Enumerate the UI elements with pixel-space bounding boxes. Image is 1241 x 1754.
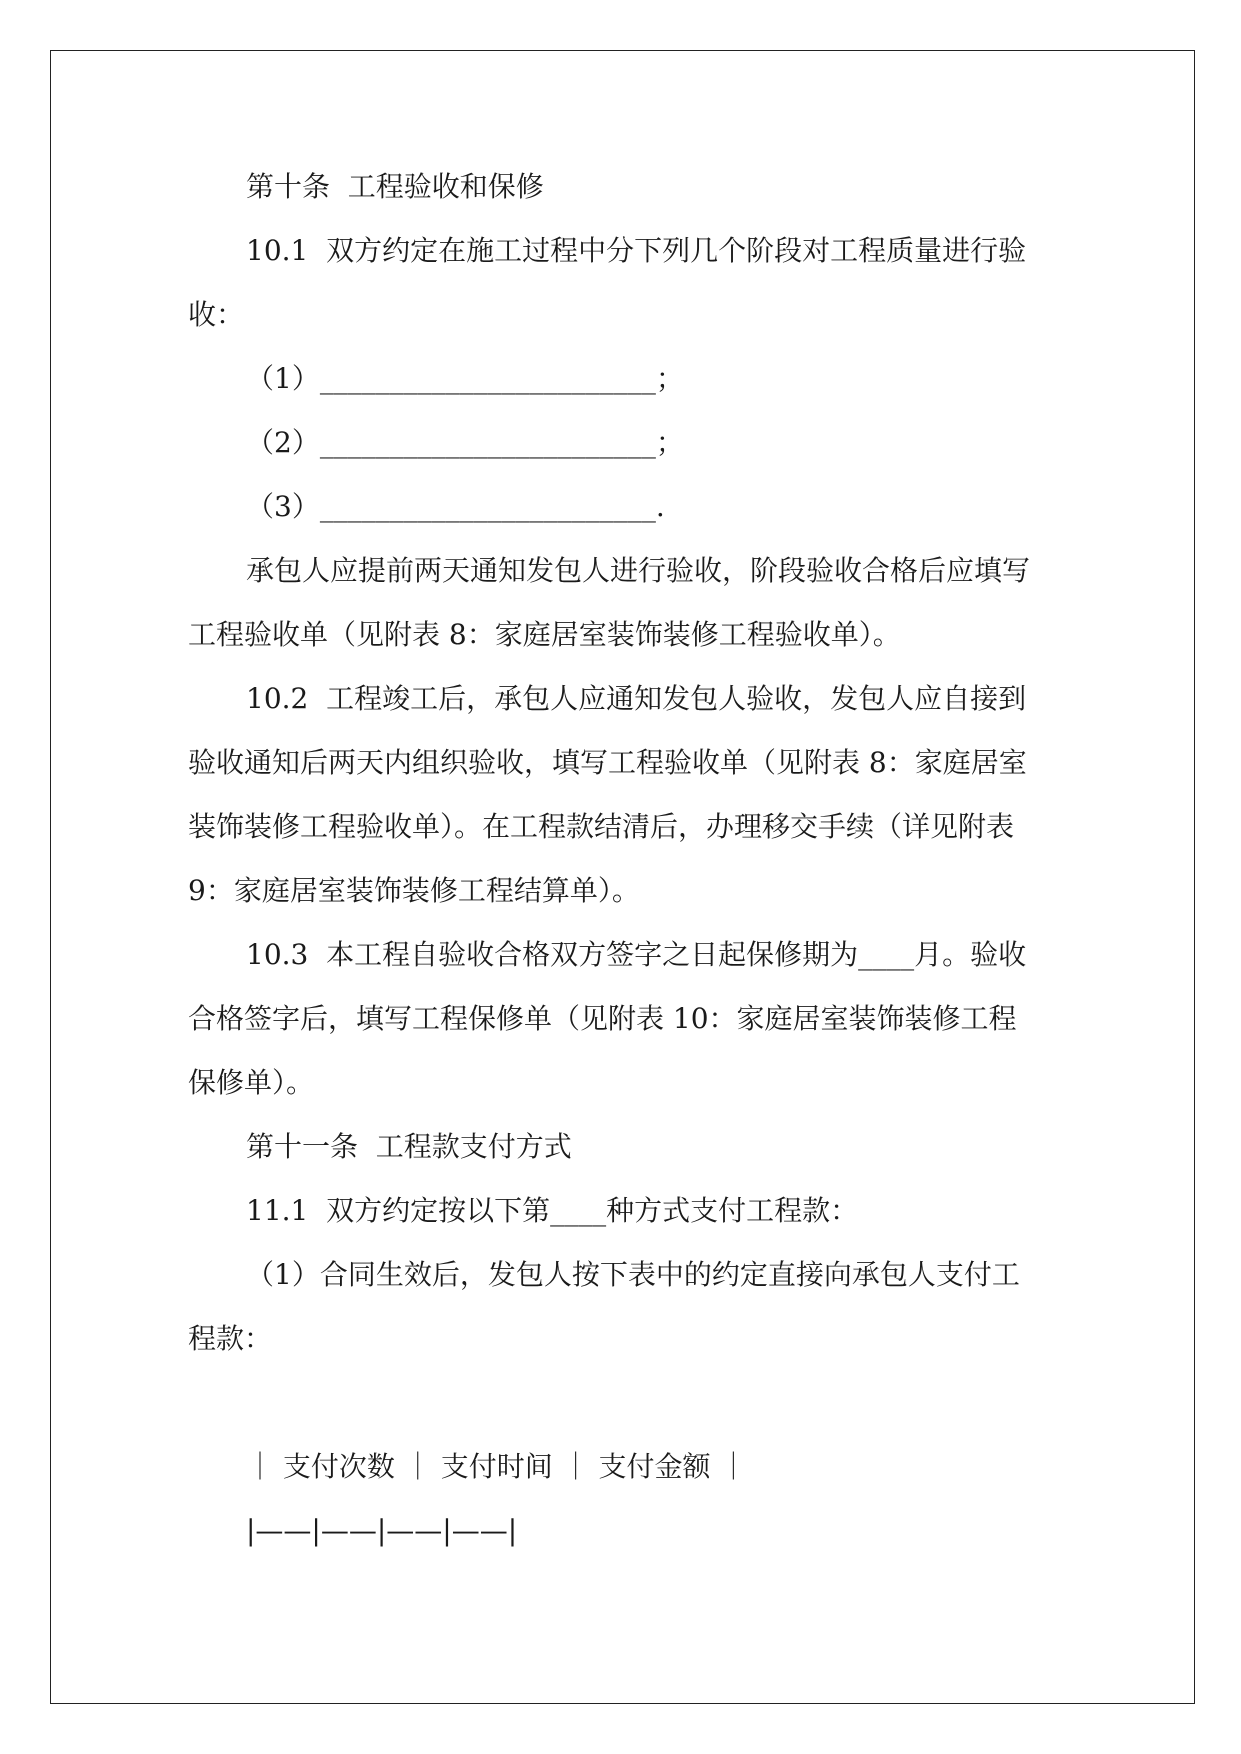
clause-11-1: 11.1 双方约定按以下第____种方式支付工程款： [246,1194,859,1227]
section-11-heading: 第十一条 工程款支付方式 [246,1130,572,1163]
payment-option-1-line-1: （1）合同生效后，发包人按下表中的约定直接向承包人支付工 [246,1258,1020,1291]
clause-10-2-line-3: 装饰装修工程验收单）。在工程款结清后，办理移交手续（详见附表 [188,810,1015,843]
payment-option-1-line-2: 程款： [188,1322,273,1355]
acceptance-notice-line-2: 工程验收单（见附表 8：家庭居室装饰装修工程验收单）。 [188,618,901,651]
payment-table-separator: |——|——|——|——| [246,1514,518,1547]
spacer [188,1371,1058,1435]
clause-10-3-line-3: 保修单）。 [188,1066,315,1099]
blank-item-3: （3）________________________. [246,490,665,523]
clause-10-1-line-2: 收： [188,298,245,331]
blank-item-1: （1）________________________； [246,362,684,395]
acceptance-notice-line-1: 承包人应提前两天通知发包人进行验收，阶段验收合格后应填写 [246,554,1031,587]
section-10-heading: 第十条 工程验收和保修 [246,170,544,203]
payment-table-header: ｜ 支付次数 ｜ 支付时间 ｜ 支付金额 ｜ [246,1450,748,1483]
clause-10-3-line-2: 合格签字后，填写工程保修单（见附表 10：家庭居室装饰装修工程 [188,1002,1017,1035]
clause-10-2-line-4: 9：家庭居室装饰装修工程结算单）。 [188,874,640,907]
clause-10-1-line-1: 10.1 双方约定在施工过程中分下列几个阶段对工程质量进行验 [246,234,1027,267]
document-body [188,155,1058,1563]
clause-10-2-line-2: 验收通知后两天内组织验收，填写工程验收单（见附表 8：家庭居室 [188,746,1027,779]
clause-10-3-line-1: 10.3 本工程自验收合格双方签字之日起保修期为____月。验收 [246,938,1027,971]
blank-item-2: （2）________________________； [246,426,684,459]
clause-10-2-line-1: 10.2 工程竣工后，承包人应通知发包人验收，发包人应自接到 [246,682,1027,715]
